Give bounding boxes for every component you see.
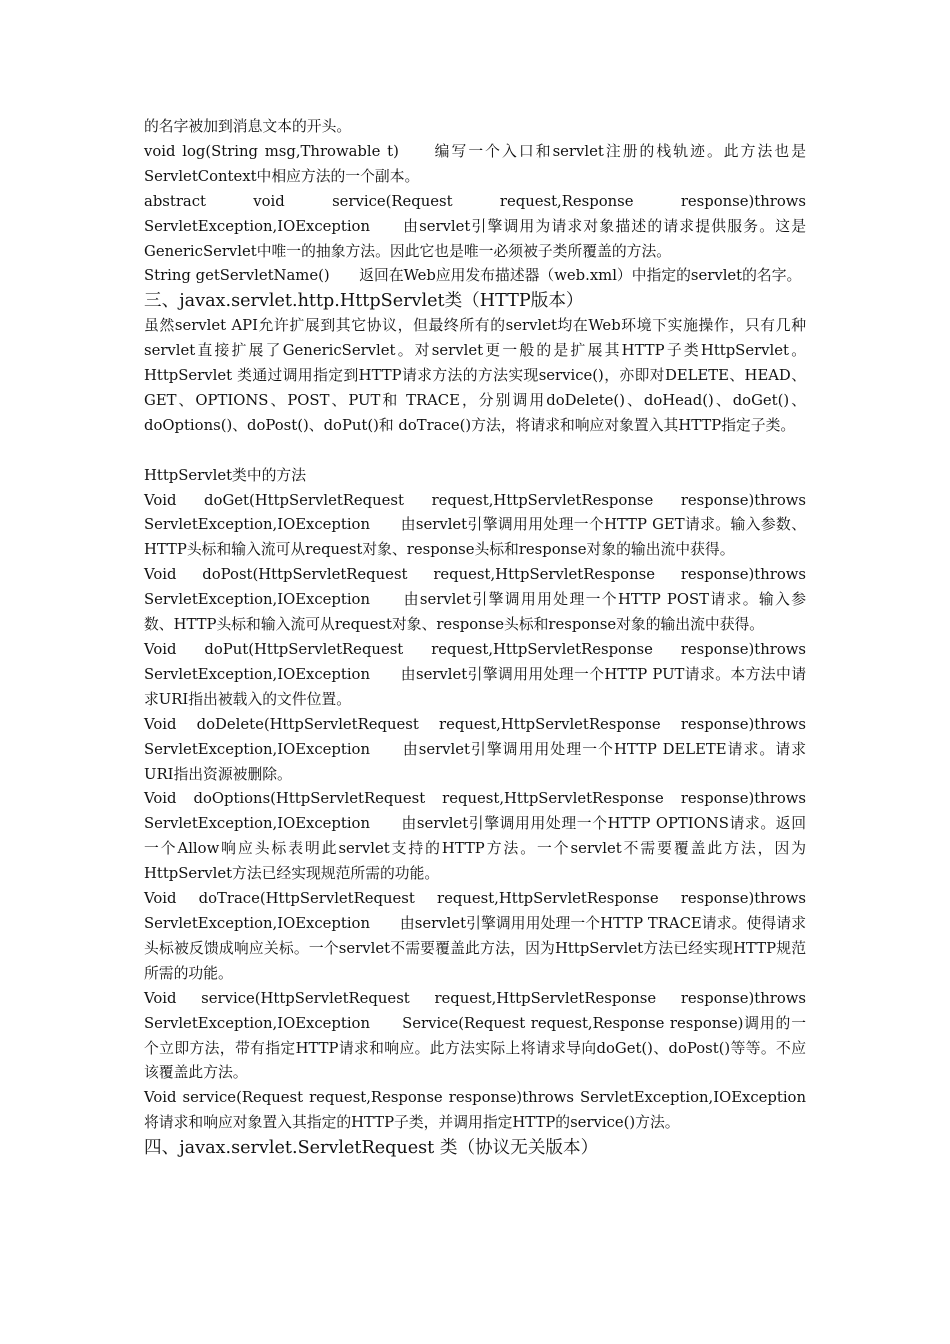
paragraph-dopost: Void doPost(HttpServletRequest request,HttpServletResponse response)throws ServletException,IOException 由servlet引擎调用用处理一个HTTP POST请求。输入参数、HTTP头标和输入流可从request对象、response头标和response对象的输出流中获得。 — [144, 566, 806, 634]
document-body — [144, 115, 806, 1161]
paragraph-dooptions: Void doOptions(HttpServletRequest request,HttpServletResponse response)throws ServletException,IOException 由servlet引擎调用用处理一个HTTP OPTIONS请求。返回一个Allow响应头标表明此servlet支持的HTTP方法。一个servlet不需要覆盖此方法，因为HttpServlet方法已经实现规范所需的功能。 — [144, 790, 806, 883]
section-heading-httpservlet: 三、javax.servlet.http.HttpServlet类（HTTP版本） — [144, 291, 584, 312]
paragraph-dodelete: Void doDelete(HttpServletRequest request,HttpServletResponse response)throws ServletException,IOException 由servlet引擎调用用处理一个HTTP DELETE请求。请求URI指出资源被删除。 — [144, 715, 806, 783]
paragraph-httpservlet-intro: 虽然servlet API允许扩展到其它协议，但最终所有的servlet均在Web环境下实施操作，只有几种servlet直接扩展了GenericServlet。对servlet更一般的是扩展其HTTP子类HttpServlet。HttpServlet 类通过调用指定到HTTP请求方法的方法实现service()，亦即对DELETE、HEAD、GET、OPTIONS、POST、PUT和 TRACE，分别调用doDelete()、doHead()、doGet()、doOptions()、doPost()、doPut()和 doTrace()方法，将请求和响应对象置入其HTTP指定子类。 — [144, 317, 806, 434]
paragraph-log-msg-tail: 的名字被加到消息文本的开头。 — [144, 118, 352, 135]
subheading-httpservlet-methods: HttpServlet类中的方法 — [144, 466, 307, 484]
paragraph-get-servlet-name: String getServletName() 返回在Web应用发布描述器（web.xml）中指定的servlet的名字。 — [144, 267, 802, 285]
paragraph-doget: Void doGet(HttpServletRequest request,HttpServletResponse response)throws ServletException,IOException 由servlet引擎调用用处理一个HTTP GET请求。输入参数、HTTP头标和输入流可从request对象、response头标和response对象的输出流中获得。 — [144, 491, 806, 559]
paragraph-abstract-service: abstract void service(Request request,Response response)throws ServletException,IOException 由servlet引擎调用为请求对象描述的请求提供服务。这是GenericServlet中唯一的抽象方法。因此它也是唯一必须被子类所覆盖的方法。 — [144, 192, 806, 260]
paragraph-http-service: Void service(HttpServletRequest request,HttpServletResponse response)throws ServletException,IOException Service(Request request,Response response)调用的一个立即方法，带有指定HTTP请求和响应。此方法实际上将请求导向doGet()、doPost()等等。不应该覆盖此方法。 — [144, 989, 806, 1082]
paragraph-doput: Void doPut(HttpServletRequest request,HttpServletResponse response)throws ServletException,IOException 由servlet引擎调用用处理一个HTTP PUT请求。本方法中请求URI指出被载入的文件位置。 — [144, 641, 806, 708]
paragraph-generic-service: Void service(Request request,Response response)throws ServletException,IOException 将请求和响应对象置入其指定的HTTP子类，并调用指定HTTP的service()方法。 — [144, 1089, 806, 1132]
paragraph-dotrace: Void doTrace(HttpServletRequest request,HttpServletResponse response)throws ServletException,IOException 由servlet引擎调用用处理一个HTTP TRACE请求。使得请求头标被反馈成响应关标。一个servlet不需要覆盖此方法，因为HttpServlet方法已经实现HTTP规范所需的功能。 — [144, 890, 806, 982]
paragraph-log-throwable: void log(String msg,Throwable t) 编写一个入口和servlet注册的栈轨迹。此方法也是ServletContext中相应方法的一个副本。 — [144, 142, 806, 185]
blank-line — [144, 439, 806, 464]
section-heading-servletrequest: 四、javax.servlet.ServletRequest 类（协议无关版本） — [144, 1138, 599, 1159]
